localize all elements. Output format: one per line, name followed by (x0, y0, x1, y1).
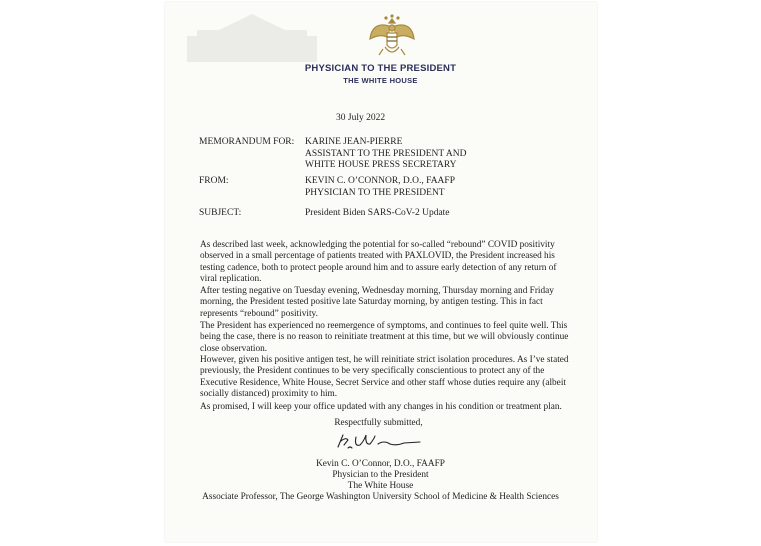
memo-subject: President Biden SARS-CoV-2 Update (305, 208, 450, 218)
paragraph-5: As promised, I will keep your office updated with any changes in his condition or treatment plan. (200, 402, 562, 412)
memo-subject-label: SUBJECT: (199, 208, 242, 218)
letterhead-subtitle: THE WHITE HOUSE (343, 76, 418, 85)
memo-to-line: WHITE HOUSE PRESS SECRETARY (305, 160, 457, 170)
handwritten-signature-icon (334, 431, 424, 453)
presidential-eagle-seal-icon (367, 13, 417, 61)
signature-affiliation: Associate Professor, The George Washington University School of Medicine & Health Sciences (202, 492, 559, 502)
paragraph-2: After testing negative on Tuesday evening, Wednesday morning, Thursday morning and Friday morning, the President tested positive late Saturday morning, by antigen testing. This in fact represents “rebound” positivity. (200, 286, 554, 319)
memo-to-line: KARINE JEAN-PIERRE (305, 137, 403, 147)
signature-title: Physician to the President (332, 470, 429, 480)
memo-to-label: MEMORANDUM FOR: (199, 137, 295, 147)
memo-date: 30 July 2022 (336, 113, 386, 123)
memo-from-line: KEVIN C. O’CONNOR, D.O., FAAFP (305, 176, 455, 186)
paragraph-1: As described last week, acknowledging the potential for so-called “rebound” COVID positivity observed in a small percentage of patients treated with PAXLOVID, the President increased his testing cadence, both to protect people around him and to assure early detection of any return of viral replication. (200, 240, 557, 285)
paragraph-4: However, given his positive antigen test, he will reinitiate strict isolation procedures. As I’ve stated previously, the President continues to be very specifically conscientious to protect any of the Executive Residence, White House, Secret Service and other staff whose duties require any (albeit socially distanced) proximity to him. (200, 355, 569, 400)
memo-from-label: FROM: (199, 176, 229, 186)
white-house-watermark-icon (177, 6, 327, 66)
signature-office: The White House (347, 481, 414, 491)
signature-name: Kevin C. O’Connor, D.O., FAAFP (316, 459, 445, 469)
closing: Respectfully submitted, (334, 418, 423, 428)
memo-to-line: ASSISTANT TO THE PRESIDENT AND (305, 148, 467, 159)
memo-from-line: PHYSICIAN TO THE PRESIDENT (305, 187, 445, 198)
paragraph-3: The President has experienced no reemergence of symptoms, and continues to feel quite well. This being the case, there is no reason to reinitiate treatment at this time, but we will obviously continue close observation. (200, 321, 569, 354)
letterhead-title: PHYSICIAN TO THE PRESIDENT (304, 63, 457, 74)
